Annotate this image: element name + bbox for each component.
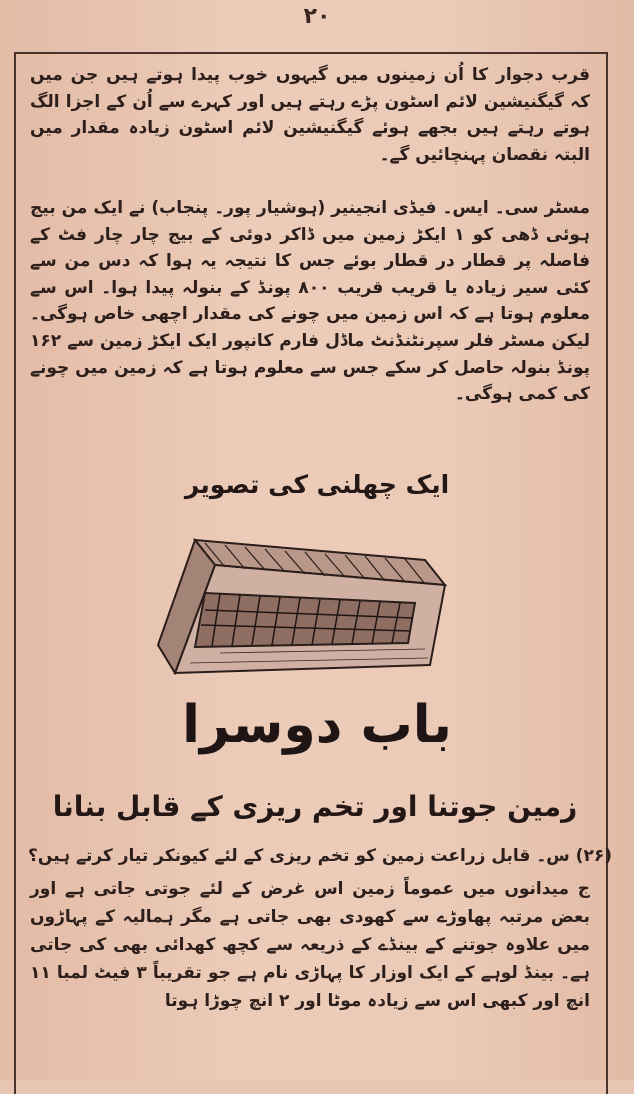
- paragraph-answer: ج میدانوں میں عموماً زمین اس غرض کے لئے جوتی جاتی ہے اور بعض مرتبہ پھاوڑے سے کھودی بھی جاتی ہے مگر ہمالیہ کے پہاڑوں میں علاوہ جوتنے کے بینڈے کے ذریعہ سے کچھ کھدائی بھی کی جاتی ہے۔ بینڈ لوہے کے ایک اوزار کا پہاڑی نام ہے جو تقریباً ۳ فیٹ لمبا ۱۱ انچ اور کبھی اس سے زیادہ موٹا اور ۲ انچ چوڑا ہوتا: [30, 879, 590, 1011]
- sieve-illustration-icon: [150, 525, 450, 675]
- chapter-subheading: زمین جوتنا اور تخم ریزی کے قابل بنانا: [52, 790, 578, 823]
- figure-caption: ایک چھلنی کی تصویر: [184, 470, 450, 499]
- page-number: ۲۰: [303, 4, 331, 29]
- question-line: (۲۶) س۔ قابل زراعت زمین کو تخم ریزی کے لئے کیونکر تیار کرتے ہیں؟: [28, 846, 612, 866]
- chapter-heading: باب دوسرا: [182, 695, 452, 755]
- paragraph-limestone: قرب دجوار کا اُن زمینوں میں گیہوں خوب پیدا ہوتے ہیں جن میں کہ گیگنیشین لائم اسٹون پڑے رہتے ہیں اور کہرے سے اُن کے اجزا الگ ہوتے رہتے ہیں بجھے ہوئے گیگنیشین لائم اسٹون زیادہ مقدار میں البتہ نقصان پہنچائیں گے۔: [30, 65, 590, 165]
- paragraph-experiment: مسٹر سی۔ ایس۔ فیڈی انجینیر (ہوشیار پور۔ پنجاب) نے ایک من بیج ہوئی ڈھی کو ۱ ایکڑ زمین میں ڈاکر دوئی کے بیج چار چار فٹ کے فاصلہ پر قطار در قطار بوئے جس کا نتیجہ یہ ہوا کہ دس من سے کئی سیر زیادہ یا قریب قریب ۸۰۰ پونڈ کے بنولہ پیدا ہوا۔ اس سے معلوم ہوتا ہے کہ اس زمین میں چونے کی مقدار اچھی خاص ہوگی۔ لیکن مسٹر فلر سپرنٹنڈنٹ ماڈل فارم کانپور ایک ایکڑ زمین سے ۱۶۲ پونڈ بنولہ حاصل کر سکے جس سے معلوم ہوتا ہے کہ زمین میں چونے کی کمی ہوگی۔: [30, 198, 591, 405]
